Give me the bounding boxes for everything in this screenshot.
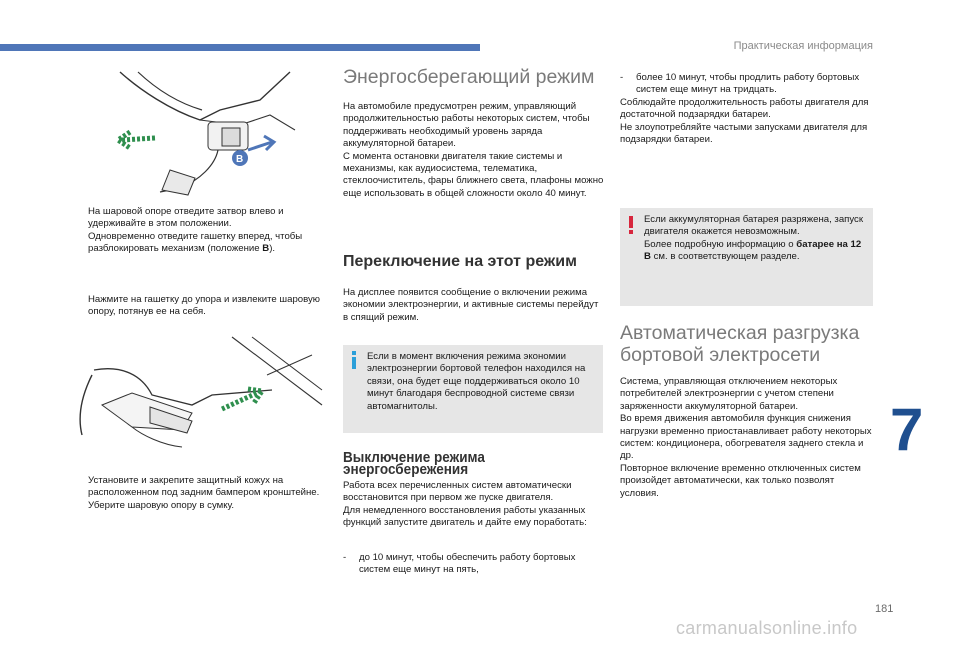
position-label: B: [262, 243, 270, 255]
figure-label-b: B: [236, 154, 244, 165]
warning-icon: [626, 216, 636, 234]
warning-note-text: Если аккумуляторная батарея разряжена, запуск двигателя окажется невозможным. Более подробную информацию о батарее на 12 В см. в соответствующем разделе.: [644, 214, 864, 263]
towbar-illustration-2: [72, 335, 324, 453]
exit-mode-dash-list: [343, 552, 605, 577]
exit-mode-text: Работа всех перечисленных систем автоматически восстановится при первом же пуске двигателя. Для немедленного восстановления работы указанных функций запустите двигатель и дайте ему поработать:: [343, 480, 587, 529]
list-item: Уберите шаровую опору в сумку.: [88, 499, 235, 511]
list-item: - до 10 минут, чтобы обеспечить работу бортовых систем еще минут на пять,: [343, 552, 576, 576]
watermark: carmanualsonline.info: [676, 618, 858, 638]
heading-load-shedding: Автоматическая разгрузка бортовой электросети: [620, 322, 860, 366]
switch-mode-text: На дисплее появится сообщение о включении режима экономии электроэнергии, и активные системы перейдут в спящий режим.: [343, 287, 599, 323]
info-note-box: [343, 345, 603, 433]
section-title: Практическая информация: [733, 40, 873, 52]
battery-advice-text: Соблюдайте продолжительность работы двигателя для достаточной подзарядки батареи. Не злоупотребляйте частыми запусками двигателя для подзарядки батареи.: [620, 97, 869, 146]
list-item: Нажмите на гашетку до упора и извлеките шаровую опору, потянув ее на себя.: [88, 294, 321, 318]
heading-exit-mode: Выключение режима энергосбережения: [343, 450, 485, 479]
list-item: На шаровой опоре отведите затвор влево и удерживайте в этом положении.: [88, 206, 284, 230]
heading-energy-saving: Энергосберегающий режим: [343, 66, 595, 88]
instructions-group-1: [70, 206, 325, 256]
info-note-text: Если в момент включения режима экономии электроэнергии бортовой телефон находился на связи, она будет еще поддерживаться около 10 минут благодаря беспроводной системе связи автомагнитолы.: [367, 351, 586, 412]
list-item: Одновременно отведите гашетку вперед, чтобы разблокировать механизм (положение B).: [88, 230, 303, 255]
heading-switch-mode: Переключение на этот режим: [343, 253, 577, 270]
top-accent-bar: [0, 44, 480, 51]
instructions-group-2: [70, 294, 325, 319]
warning-note-box: [620, 208, 873, 306]
page-number: 181: [875, 603, 894, 615]
list-item: - более 10 минут, чтобы продлить работу бортовых систем еще минут на тридцать.: [620, 72, 860, 96]
load-shedding-text: Система, управляющая отключением некоторых потребителей электроэнергии с учетом степени заряженности аккумуляторной батареи. Во время движения автомобиля функция снижения нагрузки временно приостанавливает работу некоторых систем: кондиционера, обогревателя заднего стекла и др. Повторное включение временно отключенных систем произойдет автоматически, как только позволят условия.: [620, 376, 872, 499]
info-icon: [349, 351, 359, 369]
energy-saving-text: На автомобиле предусмотрен режим, управляющий продолжительностью работы некоторых систем, чтобы поддерживать необходимый уровень заряда аккумуляторной батареи. С момента остановки двигателя такие системы и механизмы, как аудиосистема, телематика, стеклоочиститель, фары ближнего света, плафоны можно еще использовать в общей сложности около 40 минут.: [343, 101, 604, 199]
towbar-illustration-1: [100, 70, 320, 198]
exit-mode-dash-list-continued: [620, 72, 875, 97]
instructions-group-3: [70, 475, 325, 512]
chapter-number: 7: [890, 396, 924, 463]
list-item: Установите и закрепите защитный кожух на расположенном под задним бампером кронштейне.: [88, 475, 320, 499]
